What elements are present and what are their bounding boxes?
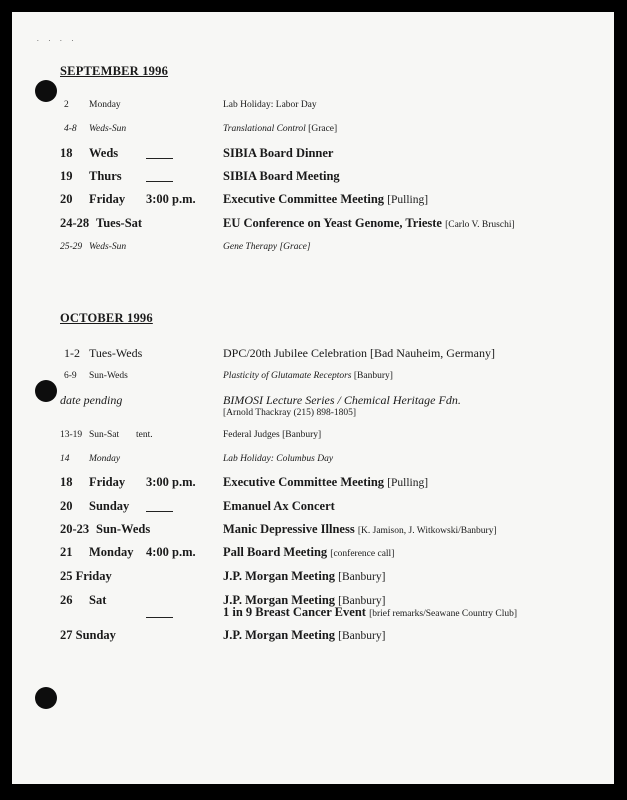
calendar-row: 20 Friday 3:00 p.m. Executive Committee Meeting [Pulling] xyxy=(60,192,429,206)
calendar-row: 4-8 Weds-Sun Translational Control [Grace] xyxy=(64,124,338,134)
calendar-row-continuation: [Arnold Thackray (215) 898-1805] xyxy=(223,408,357,418)
punch-hole-bottom xyxy=(35,687,57,709)
blank-line xyxy=(146,499,173,512)
calendar-row: 25 Friday J.P. Morgan Meeting [Banbury] xyxy=(60,569,386,583)
calendar-row: 13-19 Sun-Sat tent. Federal Judges [Banbury] xyxy=(60,430,322,440)
calendar-row: 20 Sunday Emanuel Ax Concert xyxy=(60,499,335,513)
calendar-row: 24-28 Tues-Sat EU Conference on Yeast Genome, Trieste [Carlo V. Bruschi] xyxy=(60,216,515,230)
punch-hole-top xyxy=(35,80,57,102)
calendar-row: 25-29 Weds-Sun Gene Therapy [Grace] xyxy=(60,242,311,252)
header-marks: . . . . xyxy=(37,35,78,43)
blank-line xyxy=(146,146,173,159)
calendar-row: 26 Sat J.P. Morgan Meeting [Banbury] xyxy=(60,593,386,607)
calendar-row: 21 Monday 4:00 p.m. Pall Board Meeting [conference call] xyxy=(60,545,395,559)
calendar-row: 19 Thurs SIBIA Board Meeting xyxy=(60,169,340,183)
blank-line xyxy=(146,169,173,182)
calendar-row: date pending BIMOSI Lecture Series / Chemical Heritage Fdn. xyxy=(60,393,461,407)
blank-line xyxy=(146,605,173,618)
calendar-row: 18 Friday 3:00 p.m. Executive Committee Meeting [Pulling] xyxy=(60,475,429,489)
calendar-row: 1-2 Tues-Weds DPC/20th Jubilee Celebration [Bad Nauheim, Germany] xyxy=(64,346,495,360)
calendar-row: 14 Monday Lab Holiday: Columbus Day xyxy=(60,454,334,464)
calendar-row: 6-9 Sun-Weds Plasticity of Glutamate Receptors [Banbury] xyxy=(64,371,393,381)
october-heading: OCTOBER 1996 xyxy=(60,311,153,325)
calendar-row: 18 Weds SIBIA Board Dinner xyxy=(60,146,334,160)
calendar-row-continuation: 1 in 9 Breast Cancer Event [brief remarks/Seawane Country Club] xyxy=(0,605,627,625)
calendar-row: 27 Sunday J.P. Morgan Meeting [Banbury] xyxy=(60,628,386,642)
september-heading: SEPTEMBER 1996 xyxy=(60,64,169,78)
calendar-row: 20-23 Sun-Weds Manic Depressive Illness [K. Jamison, J. Witkowski/Banbury] xyxy=(60,522,497,536)
calendar-row: 2 Monday Lab Holiday: Labor Day xyxy=(64,100,317,110)
